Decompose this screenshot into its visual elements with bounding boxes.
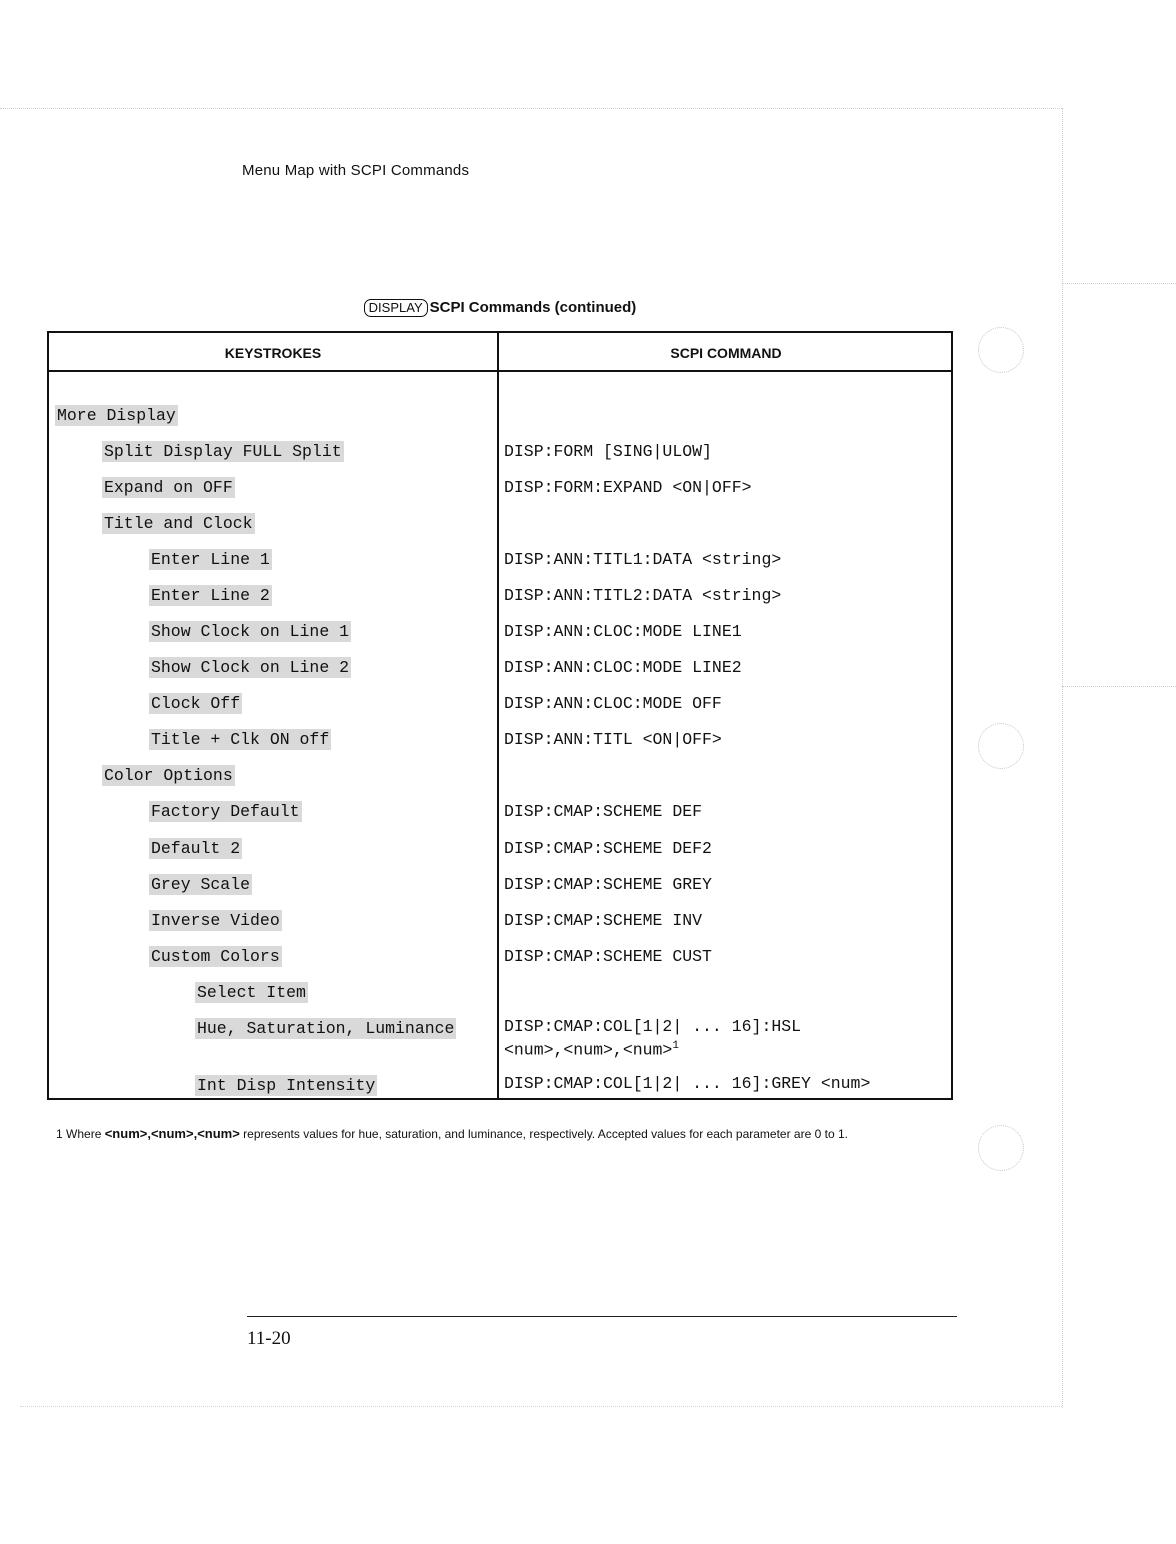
running-head: Menu Map with SCPI Commands	[242, 162, 470, 179]
keystroke-color-options	[102, 766, 235, 785]
scpi-command: DISP:CMAP:SCHEME CUST	[504, 947, 712, 966]
footnote-params: <num>,<num>,<num>	[104, 1126, 240, 1141]
scpi-command: DISP:ANN:CLOC:MODE LINE2	[504, 658, 742, 677]
scpi-command: DISP:CMAP:SCHEME DEF2	[504, 839, 712, 858]
caption-title: SCPI Commands (continued)	[429, 299, 637, 316]
softkey-label: Factory Default	[151, 802, 300, 821]
keystroke-more-display	[55, 406, 178, 425]
scpi-command: DISP:CMAP:SCHEME INV	[504, 911, 703, 930]
softkey-label: Split Display FULL Split	[104, 442, 342, 461]
footnote-number: 1	[56, 1127, 63, 1141]
softkey-label: Select Item	[197, 983, 306, 1002]
footer-rule	[247, 1316, 957, 1317]
softkey-label: Show Clock on Line 2	[151, 658, 350, 677]
page-edge-mark	[1062, 686, 1176, 687]
keystroke-inverse-video	[149, 911, 282, 930]
keystroke-enter-line-1	[149, 550, 272, 569]
page-edge-bottom	[20, 1406, 1062, 1407]
softkey-label: Inverse Video	[151, 911, 280, 930]
scpi-command: DISP:ANN:TITL1:DATA <string>	[504, 550, 782, 569]
scpi-command-continuation	[504, 1040, 679, 1060]
softkey-label: Int Disp Intensity	[197, 1076, 376, 1095]
footnote-lead: Where	[66, 1127, 102, 1141]
scpi-command: DISP:CMAP:SCHEME GREY	[504, 875, 712, 894]
keystroke-custom-colors	[149, 947, 282, 966]
scpi-command-header: SCPI COMMAND	[670, 345, 782, 361]
keystroke-clock-off	[149, 694, 242, 713]
softkey-label: Expand on OFF	[104, 478, 233, 497]
softkey-label: Color Options	[104, 766, 233, 785]
punch-hole	[978, 327, 1024, 373]
keystroke-int-disp-intensity	[195, 1076, 377, 1095]
softkey-label: More Display	[57, 406, 176, 425]
footnote-marker: 1	[672, 1040, 679, 1052]
softkey-label: Clock Off	[151, 694, 241, 713]
footnote	[56, 1126, 848, 1141]
page-edge-top	[0, 108, 1062, 109]
punch-hole	[978, 723, 1024, 769]
softkey-label: Title + Clk ON off	[151, 730, 330, 749]
keystroke-factory-default	[149, 802, 302, 821]
keystroke-hue-saturation-luminance	[195, 1019, 456, 1038]
table-caption	[0, 299, 1000, 317]
keystrokes-header: KEYSTROKES	[224, 345, 322, 361]
softkey-label: Hue, Saturation, Luminance	[197, 1019, 455, 1038]
scpi-command: DISP:ANN:TITL <ON|OFF>	[504, 730, 722, 749]
footnote-text: represents values for hue, saturation, and luminance, respectively. Accepted values for each parameter are 0 to 1.	[243, 1127, 848, 1141]
punch-hole	[978, 1125, 1024, 1171]
softkey-label: Grey Scale	[151, 875, 251, 894]
softkey-label: Enter Line 2	[151, 586, 270, 605]
hsl-parameters: <num>,<num>,<num>	[504, 1040, 673, 1060]
softkey-label: Custom Colors	[151, 947, 280, 966]
keystroke-title-and-clock	[102, 514, 255, 533]
scpi-command: DISP:FORM [SING|ULOW]	[504, 442, 712, 461]
scpi-command: DISP:CMAP:COL[1|2| ... 16]:HSL	[504, 1017, 802, 1036]
softkey-label: Enter Line 1	[151, 550, 270, 569]
page-edge-right	[1062, 108, 1063, 1408]
scpi-command: DISP:ANN:CLOC:MODE OFF	[504, 694, 722, 713]
scpi-command: DISP:ANN:CLOC:MODE LINE1	[504, 622, 742, 641]
softkey-label: Default 2	[151, 839, 241, 858]
page-edge-mark	[1062, 283, 1176, 284]
scpi-command: DISP:CMAP:SCHEME DEF	[504, 802, 703, 821]
keystroke-select-item	[195, 983, 308, 1002]
scpi-command: DISP:FORM:EXPAND <ON|OFF>	[504, 478, 752, 497]
header-rule	[49, 370, 951, 372]
column-divider	[497, 333, 499, 1098]
softkey-label: Title and Clock	[104, 514, 253, 533]
keystroke-enter-line-2	[149, 586, 272, 605]
scpi-command-table	[47, 331, 953, 1100]
keystroke-show-clock-line-1	[149, 622, 351, 641]
keystroke-expand	[102, 478, 235, 497]
softkey-label: Show Clock on Line 1	[151, 622, 350, 641]
keystroke-title-clk-on-off	[149, 730, 331, 749]
keystroke-show-clock-line-2	[149, 658, 351, 677]
scpi-command: DISP:ANN:TITL2:DATA <string>	[504, 586, 782, 605]
display-key-icon: DISPLAY	[364, 299, 428, 317]
keystroke-grey-scale	[149, 875, 252, 894]
page-number: 11-20	[247, 1328, 291, 1349]
keystroke-default-2	[149, 839, 242, 858]
scpi-command: DISP:CMAP:COL[1|2| ... 16]:GREY <num>	[504, 1074, 871, 1093]
keystroke-split-display	[102, 442, 344, 461]
